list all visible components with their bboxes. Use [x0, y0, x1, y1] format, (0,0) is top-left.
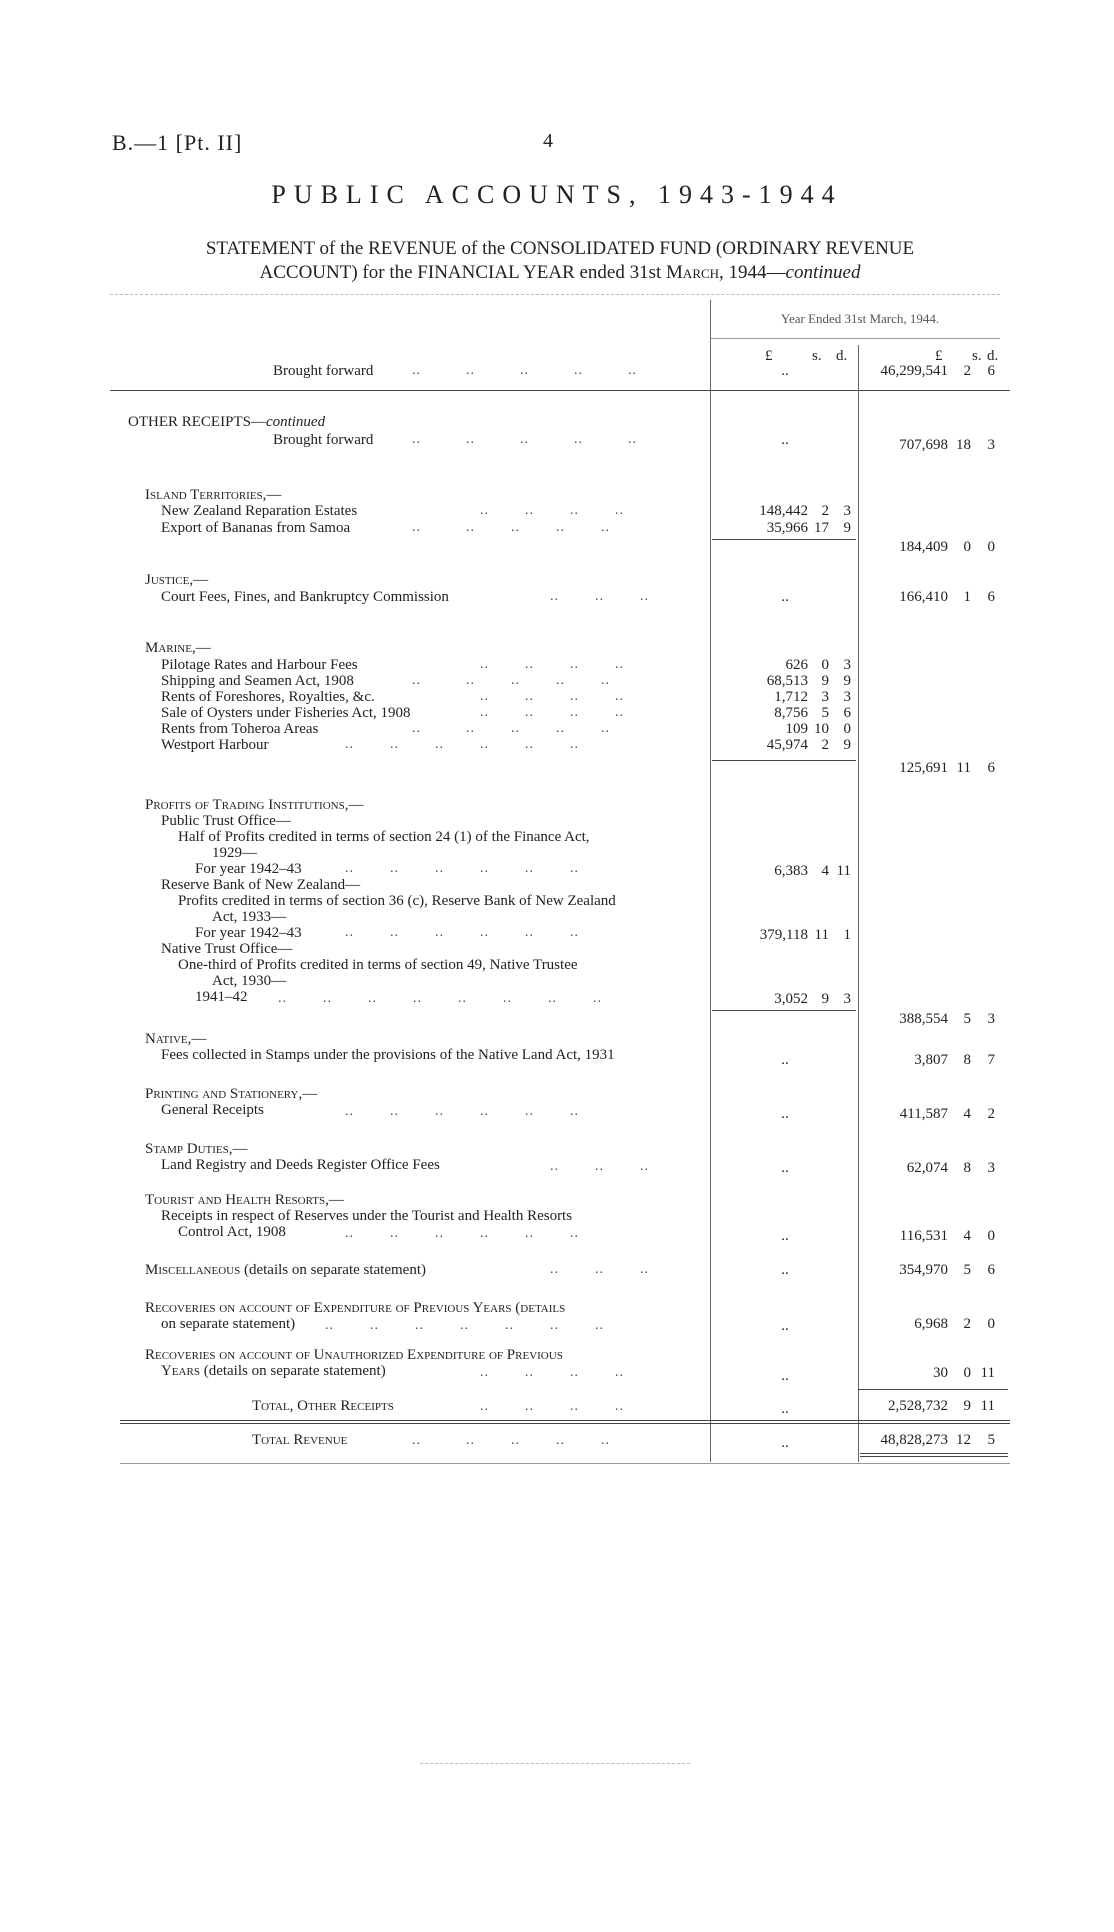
printing-col1: ..: [781, 1106, 789, 1122]
recoveries-previous-col1: ..: [781, 1318, 789, 1334]
miscellaneous-label: [145, 1262, 426, 1278]
recoveries-unauthorized-label-2: [161, 1363, 386, 1379]
other-receipts-heading-continued: continued: [265, 414, 326, 430]
printing-total-d: 2: [987, 1106, 995, 1122]
tourist-total-s: 4: [963, 1228, 971, 1244]
col2-d-header: d.: [987, 348, 999, 364]
brought-forward-top-amount: 46,299,541: [880, 363, 948, 379]
printing-heading: Printing and Stationery,—: [145, 1086, 318, 1102]
recoveries-previous-label-2: on separate statement): [161, 1316, 296, 1332]
col1-d-header: d.: [836, 348, 848, 364]
public-trust-desc-2: 1929—: [212, 845, 257, 861]
table-bottom-rule: [120, 1463, 1010, 1464]
brought-forward-top-col1: ..: [781, 363, 789, 379]
native-label: Fees collected in Stamps under the provisions of the Native Land Act, 1931: [161, 1047, 615, 1063]
island-subtotal-rule: [712, 539, 856, 540]
other-receipts-bf-s: 18: [956, 437, 971, 453]
reserve-bank-label: Reserve Bank of New Zealand—: [161, 877, 361, 893]
marine-item-5-amount: 109: [785, 721, 808, 737]
public-trust-desc-1: Half of Profits credited in terms of section 24 (1) of the Finance Act,: [178, 829, 590, 845]
recoveries-previous-total-d: 0: [987, 1316, 995, 1332]
other-receipts-bf-amount: 707,698: [899, 437, 948, 453]
marine-item-3-amount: 1,712: [774, 689, 808, 705]
miscellaneous-label-rest: (details on separate statement): [240, 1262, 426, 1278]
island-item-1-s: 2: [821, 503, 829, 519]
justice-total-s: 1: [963, 589, 971, 605]
leader-dots: .. .. ..: [550, 1262, 649, 1277]
native-trust-desc-1: One-third of Profits credited in terms of section 49, Native Trustee: [178, 957, 578, 973]
marine-item-2-s: 9: [821, 673, 829, 689]
leader-dots: .. .. .. .. ..: [412, 363, 637, 378]
total-revenue-d: 5: [987, 1432, 995, 1448]
total-revenue-s: 12: [956, 1432, 971, 1448]
marine-item-6-amount: 45,974: [766, 737, 808, 753]
total-revenue-underline-2: [860, 1456, 1008, 1457]
brought-forward-top-d: 6: [987, 363, 995, 379]
miscellaneous-col1: ..: [781, 1262, 789, 1278]
leader-dots: .. .. .. .. ..: [412, 673, 610, 688]
page-title: PUBLIC ACCOUNTS, 1943-1944: [271, 180, 843, 209]
period-header: Year Ended 31st March, 1944.: [780, 311, 940, 326]
subtitle-continued: continued: [785, 262, 861, 283]
col1-pound-header: £: [765, 348, 773, 364]
total-other-receipts-col1: ..: [781, 1401, 789, 1417]
native-trust-amount: 3,052: [774, 991, 808, 1007]
marine-item-1-d: 3: [843, 657, 851, 673]
column-divider-2: [858, 345, 859, 1462]
leader-dots: .. .. ..: [550, 589, 649, 604]
tourist-total-amount: 116,531: [899, 1228, 948, 1244]
marine-item-6-label: Westport Harbour: [161, 737, 269, 753]
miscellaneous-total-d: 6: [987, 1262, 995, 1278]
other-receipts-bf-d: 3: [987, 437, 995, 453]
marine-item-4-label: Sale of Oysters under Fisheries Act, 1908: [161, 705, 411, 721]
reserve-bank-s: 11: [814, 927, 829, 943]
recoveries-unauthorized-total-s: 0: [963, 1365, 971, 1381]
justice-heading: Justice,—: [145, 572, 209, 588]
profits-subtotal-rule: [712, 1010, 856, 1011]
stamp-duties-total-d: 3: [987, 1160, 995, 1176]
tourist-heading: Tourist and Health Resorts,—: [145, 1192, 344, 1208]
subtitle-line-1: STATEMENT of the REVENUE of the CONSOLIDATED FUND (ORDINARY REVENUE: [205, 238, 915, 259]
leader-dots: .. .. .. .. .. ..: [345, 925, 579, 940]
col2-s-header: s.: [972, 348, 982, 364]
island-total-d: 0: [987, 539, 995, 555]
brought-forward-top-label: Brought forward: [273, 363, 374, 379]
leader-dots: .. .. .. .. ..: [412, 432, 637, 447]
stamp-duties-label: Land Registry and Deeds Register Office Fees: [161, 1157, 440, 1173]
native-col1: ..: [781, 1052, 789, 1068]
stamp-duties-total-s: 8: [963, 1160, 971, 1176]
marine-item-3-s: 3: [821, 689, 829, 705]
public-trust-s: 4: [821, 863, 829, 879]
other-receipts-brought-forward-label: Brought forward: [273, 432, 374, 448]
recoveries-unauthorized-label-2-sc: Years: [161, 1363, 200, 1379]
native-trust-year: 1941–42: [195, 989, 248, 1005]
leader-dots: .. .. .. ..: [480, 1399, 624, 1414]
miscellaneous-total-amount: 354,970: [899, 1262, 948, 1278]
profits-total-s: 5: [963, 1011, 971, 1027]
reserve-bank-desc-1: Profits credited in terms of section 36 (c), Reserve Bank of New Zealand: [178, 893, 616, 909]
justice-total-d: 6: [987, 589, 995, 605]
island-territories-heading: Island Territories,—: [145, 487, 282, 503]
justice-label: Court Fees, Fines, and Bankruptcy Commission: [161, 589, 449, 605]
recoveries-unauthorized-label-2-rest: (details on separate statement): [199, 1363, 386, 1379]
marine-item-1-label: Pilotage Rates and Harbour Fees: [161, 657, 358, 673]
leader-dots: .. .. .. .. ..: [412, 721, 610, 736]
leader-dots: .. .. .. .. .. .. ..: [325, 1318, 604, 1333]
column-divider-1: [710, 300, 711, 1462]
leader-dots: .. .. ..: [550, 1159, 649, 1174]
native-trust-desc-2: Act, 1930—: [212, 973, 287, 989]
leader-dots: .. .. .. ..: [480, 689, 624, 704]
total-revenue-label: Total Revenue: [252, 1432, 348, 1448]
marine-heading: Marine,—: [145, 640, 211, 656]
public-trust-amount: 6,383: [774, 863, 808, 879]
recoveries-previous-total-s: 2: [963, 1316, 971, 1332]
native-total-amount: 3,807: [914, 1052, 948, 1068]
recoveries-previous-label-1: Recoveries on account of Expenditure of Previous Years (details: [145, 1300, 566, 1316]
printing-total-amount: 411,587: [899, 1106, 948, 1122]
tourist-label-2: Control Act, 1908: [178, 1224, 286, 1240]
total-other-receipts-label: Total, Other Receipts: [252, 1398, 394, 1414]
tourist-col1: ..: [781, 1228, 789, 1244]
miscellaneous-label-sc: Miscellaneous: [145, 1262, 241, 1278]
marine-subtotal-rule: [712, 760, 856, 761]
marine-total-s: 11: [956, 760, 971, 776]
marine-item-1-amount: 626: [785, 657, 808, 673]
stamp-duties-heading: Stamp Duties,—: [145, 1141, 248, 1157]
leader-dots: .. .. .. .. ..: [412, 520, 610, 535]
recoveries-unauthorized-total-d: 11: [980, 1365, 995, 1381]
island-total-s: 0: [963, 539, 971, 555]
printing-label: General Receipts: [161, 1102, 264, 1118]
public-trust-label: Public Trust Office—: [161, 813, 291, 829]
native-total-s: 8: [963, 1052, 971, 1068]
justice-col1: ..: [781, 589, 789, 605]
total-other-receipts-d: 11: [980, 1398, 995, 1414]
native-trust-s: 9: [821, 991, 829, 1007]
reserve-bank-amount: 379,118: [759, 927, 808, 943]
public-trust-year: For year 1942–43: [195, 861, 302, 877]
tourist-total-d: 0: [987, 1228, 995, 1244]
miscellaneous-total-s: 5: [963, 1262, 971, 1278]
recoveries-unauthorized-col1: ..: [781, 1368, 789, 1384]
document-reference: B.—1 [Pt. II]: [112, 130, 243, 155]
period-rule: [710, 338, 1000, 339]
marine-item-4-d: 6: [843, 705, 851, 721]
col1-s-header: s.: [812, 348, 822, 364]
subtitle-line-2c: , 1944—: [719, 262, 786, 283]
other-receipts-bf-col1: ..: [781, 432, 789, 448]
total-other-receipts-amount: 2,528,732: [888, 1398, 948, 1414]
profits-total-d: 3: [987, 1011, 995, 1027]
leader-dots: .. .. .. .. .. ..: [345, 1104, 579, 1119]
island-item-2-s: 17: [814, 520, 829, 536]
marine-item-3-d: 3: [843, 689, 851, 705]
total-revenue-top-rule: [120, 1420, 1010, 1421]
profits-heading: Profits of Trading Institutions,—: [145, 797, 364, 813]
col2-pound-header: £: [935, 348, 943, 364]
marine-item-1-s: 0: [821, 657, 829, 673]
reserve-bank-year: For year 1942–43: [195, 925, 302, 941]
native-trust-d: 3: [843, 991, 851, 1007]
reserve-bank-d: 1: [843, 927, 851, 943]
marine-item-2-d: 9: [843, 673, 851, 689]
stamp-duties-total-amount: 62,074: [906, 1160, 948, 1176]
total-revenue-underline-1: [860, 1453, 1008, 1454]
marine-item-3-label: Rents of Foreshores, Royalties, &c.: [161, 689, 375, 705]
marine-item-6-s: 2: [821, 737, 829, 753]
page-number: 4: [543, 130, 553, 152]
marine-item-2-label: Shipping and Seamen Act, 1908: [161, 673, 354, 689]
profits-total-amount: 388,554: [899, 1011, 948, 1027]
header-bottom-rule: [110, 390, 1010, 391]
marine-item-4-s: 5: [821, 705, 829, 721]
leader-dots: .. .. .. .. .. ..: [345, 1226, 579, 1241]
statement-subtitle: [110, 237, 1010, 285]
other-receipts-heading-text: OTHER RECEIPTS—: [128, 414, 266, 430]
island-total-amount: 184,409: [899, 539, 948, 555]
printing-total-s: 4: [963, 1106, 971, 1122]
island-item-2-d: 9: [843, 520, 851, 536]
marine-item-5-d: 0: [843, 721, 851, 737]
total-revenue-col1: ..: [781, 1435, 789, 1451]
recoveries-previous-total-amount: 6,968: [914, 1316, 948, 1332]
total-other-top-rule: [858, 1389, 1008, 1390]
marine-item-2-amount: 68,513: [766, 673, 808, 689]
island-item-2-label: Export of Bananas from Samoa: [161, 520, 351, 536]
faint-printing-mark: [420, 1763, 690, 1764]
justice-total-amount: 166,410: [899, 589, 948, 605]
brought-forward-top-s: 2: [963, 363, 971, 379]
other-receipts-heading: [128, 414, 325, 430]
marine-item-6-d: 9: [843, 737, 851, 753]
marine-item-5-s: 10: [814, 721, 829, 737]
recoveries-unauthorized-label-1: Recoveries on account of Unauthorized Expenditure of Previous: [145, 1347, 563, 1363]
total-other-receipts-s: 9: [963, 1398, 971, 1414]
marine-item-4-amount: 8,756: [774, 705, 808, 721]
reserve-bank-desc-2: Act, 1933—: [212, 909, 287, 925]
leader-dots: .. .. .. .. .. ..: [345, 861, 579, 876]
stamp-duties-col1: ..: [781, 1160, 789, 1176]
native-total-d: 7: [987, 1052, 995, 1068]
public-trust-d: 11: [836, 863, 851, 879]
leader-dots: .. .. .. ..: [480, 1365, 624, 1380]
tourist-label-1: Receipts in respect of Reserves under the Tourist and Health Resorts: [161, 1208, 573, 1224]
island-item-1-label: New Zealand Reparation Estates: [161, 503, 358, 519]
leader-dots: .. .. .. ..: [480, 503, 624, 518]
island-item-1-d: 3: [843, 503, 851, 519]
marine-total-d: 6: [987, 760, 995, 776]
marine-total-amount: 125,691: [899, 760, 948, 776]
native-heading: Native,—: [145, 1031, 207, 1047]
marine-item-5-label: Rents from Toheroa Areas: [161, 721, 319, 737]
subtitle-line-2a: ACCOUNT) for the FINANCIAL YEAR ended 31st: [259, 262, 667, 283]
leader-dots: .. .. .. .. .. ..: [345, 737, 579, 752]
leader-dots: .. .. .. .. .. .. .. ..: [278, 991, 602, 1006]
recoveries-unauthorized-total-amount: 30: [933, 1365, 948, 1381]
leader-dots: .. .. .. .. ..: [412, 1433, 610, 1448]
native-trust-label: Native Trust Office—: [161, 941, 293, 957]
table-top-rule: [110, 294, 1000, 295]
total-revenue-amount: 48,828,273: [880, 1432, 948, 1448]
island-item-2-amount: 35,966: [766, 520, 808, 536]
leader-dots: .. .. .. ..: [480, 657, 624, 672]
subtitle-month: March: [666, 262, 720, 283]
leader-dots: .. .. .. ..: [480, 705, 624, 720]
total-revenue-top-rule-2: [120, 1423, 1010, 1424]
island-item-1-amount: 148,442: [759, 503, 808, 519]
